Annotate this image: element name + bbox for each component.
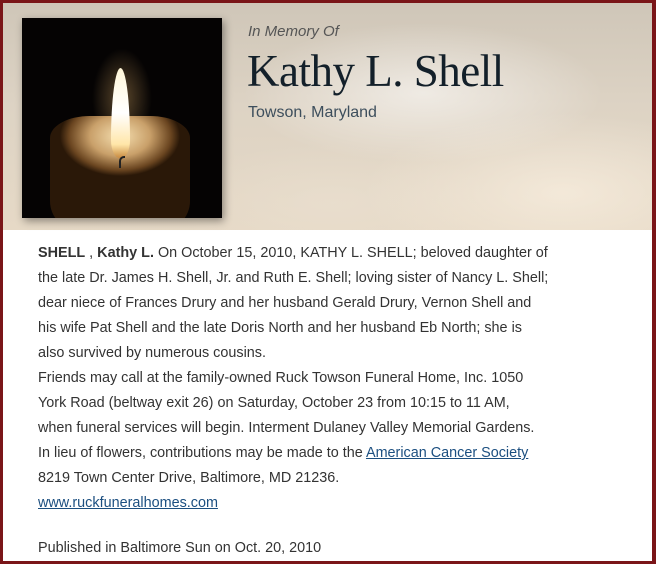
published-note: Published in Baltimore Sun on Oct. 20, 2010 (38, 540, 322, 556)
obituary-card (3, 3, 652, 561)
obit-line (38, 491, 548, 516)
obit-line: Friends may call at the family-owned Ruck Towson Funeral Home, Inc. 1050 (38, 370, 524, 386)
obit-text: On October 15, 2010, KATHY L. SHELL; beloved daughter of (153, 245, 548, 261)
candle-photo (22, 18, 222, 218)
separator: , (85, 245, 98, 261)
obit-line (38, 441, 548, 466)
deceased-name: Kathy L. Shell (247, 46, 504, 96)
obit-line: the late Dr. James H. Shell, Jr. and Ruth E. Shell; loving sister of Nancy L. Shell; (38, 270, 549, 286)
obit-line: dear niece of Frances Drury and her husband Gerald Drury, Vernon Shell and (38, 295, 532, 311)
obit-line: also survived by numerous cousins. (38, 345, 266, 361)
wick-icon (119, 156, 125, 168)
obit-line: York Road (beltway exit 26) on Saturday, October 23 from 10:15 to 11 AM, (38, 395, 510, 411)
obit-line: 8219 Town Center Drive, Baltimore, MD 21236. (38, 470, 340, 486)
obit-line: his wife Pat Shell and the late Doris North and her husband Eb North; she is (38, 320, 522, 336)
given-name: Kathy L. (97, 245, 154, 261)
obit-line (38, 241, 548, 266)
obituary-text (38, 241, 548, 561)
surname: SHELL (38, 245, 86, 261)
header-banner (3, 3, 652, 230)
obit-line: when funeral services will begin. Interment Dulaney Valley Memorial Gardens. (38, 420, 535, 436)
in-memory-label: In Memory Of (248, 23, 339, 40)
website-link[interactable]: www.ruckfuneralhomes.com (38, 495, 218, 511)
charity-link[interactable]: American Cancer Society (365, 445, 529, 461)
location: Towson, Maryland (248, 104, 377, 121)
obit-text: In lieu of flowers, contributions may be made to the (38, 445, 366, 461)
